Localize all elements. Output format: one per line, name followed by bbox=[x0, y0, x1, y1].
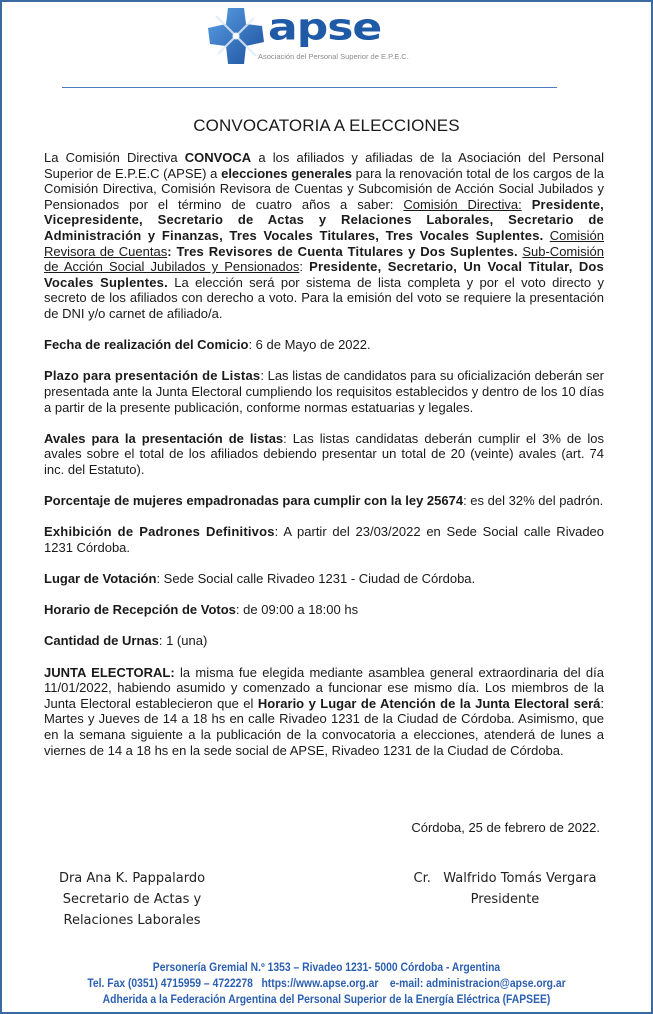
signature-name: Cr. Walfrido Tomás Vergara bbox=[413, 871, 597, 886]
info-value: : A partir del 23/03/2022 en Sede Social calle Rivadeo 1231 Córdoba. bbox=[44, 524, 605, 555]
intro-paragraph bbox=[44, 150, 604, 322]
comision-revisora-positions: : Tres Revisores de Cuenta Titulares y Dos Suplentes. bbox=[167, 243, 518, 259]
signature-role: Presidente bbox=[470, 892, 540, 907]
info-item bbox=[44, 524, 604, 555]
junta-text: la misma fue elegida mediante asamblea general extraordinaria del día 11/01/2022, habiendo asumido y comenzado a funcionar ese mismo día. Los miembros de la Junta Electoral establecieron que el bbox=[44, 664, 604, 711]
logo-wordmark: apse bbox=[268, 6, 382, 49]
info-item bbox=[44, 602, 604, 618]
signature-secretary bbox=[42, 868, 222, 931]
footer-contact: Tel. Fax (0351) 4715959 – 4722278 https://www.apse.org.ar e-mail: administracion@apse.org.ar bbox=[87, 978, 566, 990]
apse-logo bbox=[206, 6, 438, 68]
junta-electoral-paragraph bbox=[44, 665, 604, 759]
footer-affiliation: Adherida a la Federación Argentina del Personal Superior de la Energía Eléctrica (FAPSEE) bbox=[102, 994, 551, 1006]
info-item bbox=[44, 368, 604, 415]
info-label: Porcentaje de mujeres empadronadas para cumplir con la ley 25674 bbox=[44, 493, 464, 509]
signature-role: Relaciones Laborales bbox=[63, 913, 201, 928]
info-value: : Las listas de candidatos para su oficialización deberán ser presentada ante la Junta Electoral cumpliendo los requisitos establecidos y dentro de los 10 días a partir de la presente publicación, conforme normas estatuarias y legales. bbox=[44, 368, 604, 415]
info-item bbox=[44, 493, 604, 509]
junta-emphasis: Horario y Lugar de Atención de la Junta Electoral será bbox=[257, 695, 601, 711]
info-value: : Sede Social calle Rivadeo 1231 - Ciudad de Córdoba. bbox=[156, 571, 476, 587]
info-label: Fecha de realización del Comicio bbox=[44, 337, 249, 353]
info-value: : de 09:00 a 18:00 hs bbox=[235, 602, 359, 618]
info-label: Plazo para presentación de Listas bbox=[44, 368, 261, 384]
info-label: Cantidad de Urnas bbox=[44, 633, 159, 649]
signature-president bbox=[400, 868, 610, 910]
info-value: : es del 32% del padrón. bbox=[463, 493, 604, 509]
subcomision-heading: Sub-Comisión de Acción Social Jubilados y Pensionados bbox=[44, 243, 604, 275]
logo-subtitle: Asociación del Personal Superior de E.P.E.C. bbox=[258, 52, 409, 61]
info-value: : 6 de Mayo de 2022. bbox=[248, 337, 371, 353]
info-value: : Las listas candidatas deberán cumplir el 3% de los avales sobre el total de los afiliados debiendo presentar un total de 20 (veinte) avales (art. 74 inc. del Estatuto). bbox=[44, 430, 604, 477]
convoca-emphasis: CONVOCA bbox=[184, 150, 252, 165]
comision-revisora-heading: Comisión Revisora de Cuentas bbox=[44, 227, 604, 259]
info-label: Exhibición de Padrones Definitivos bbox=[44, 524, 275, 540]
info-label: Avales para la presentación de listas bbox=[44, 430, 284, 446]
document-body bbox=[44, 150, 604, 774]
date-line: Córdoba, 25 de febrero de 2022. bbox=[411, 820, 600, 835]
document-title: CONVOCATORIA A ELECCIONES bbox=[193, 116, 460, 135]
subcomision-positions: Presidente, Secretario, Un Vocal Titular, Dos Vocales Suplentes. bbox=[44, 259, 604, 290]
cross-emblem-icon bbox=[206, 6, 266, 66]
intro-text: para la renovación total de los cargos de la Comisión Directiva, Comisión Revisora de Cuentas y Subcomisión de Acción Social Jubilados y Pensionados por el término de cuatro años a saber: bbox=[44, 165, 604, 212]
footer bbox=[34, 960, 618, 1008]
signature-role: Secretario de Actas y bbox=[62, 892, 202, 907]
info-value: : 1 (una) bbox=[158, 633, 208, 649]
info-label: Lugar de Votación bbox=[44, 571, 157, 587]
intro-text: La Comisión Directiva bbox=[44, 150, 185, 165]
intro-text: : bbox=[299, 259, 310, 275]
footer-personeria: Personería Gremial N.º 1353 – Rivadeo 1231- 5000 Córdoba - Argentina bbox=[152, 962, 501, 974]
junta-label: JUNTA ELECTORAL: bbox=[44, 664, 175, 680]
info-item bbox=[44, 431, 604, 478]
junta-text: : Martes y Jueves de 14 a 18 hs en calle Rivadeo 1231 de la Ciudad de Córdoba. Asimismo, que en la semana siguiente a la publicación de la convocatoria a elecciones, atenderá de lunes a viernes de 14 a 18 hs en la sede social de APSE, Rivadeo 1231 de la Ciudad de Córdoba. bbox=[44, 695, 604, 758]
info-item bbox=[44, 571, 604, 587]
comision-directiva-positions: Presidente, Vicepresidente, Secretario de Actas y Relaciones Laborales, Secretario de Administración y Finanzas, Tres Vocales Titulares, Tres Vocales Suplentes. bbox=[44, 196, 604, 243]
info-item bbox=[44, 337, 604, 353]
header-divider bbox=[62, 87, 557, 88]
comision-directiva-heading: Comisión Directiva: bbox=[403, 196, 522, 212]
info-item bbox=[44, 633, 604, 649]
info-label: Horario de Recepción de Votos bbox=[44, 602, 236, 618]
signature-name: Dra Ana K. Pappalardo bbox=[58, 871, 206, 886]
intro-text: La elección será por sistema de lista completa y por el voto directo y secreto de los afiliados con derecho a voto. Para la emisión del voto se requiere la presentación de DNI y/o carnet de afiliado/a. bbox=[44, 274, 604, 321]
intro-text: a los afiliados y afiliadas de la Asociación del Personal Superior de E.P.E.C (APSE) a bbox=[44, 150, 604, 181]
elecciones-emphasis: elecciones generales bbox=[221, 165, 352, 181]
